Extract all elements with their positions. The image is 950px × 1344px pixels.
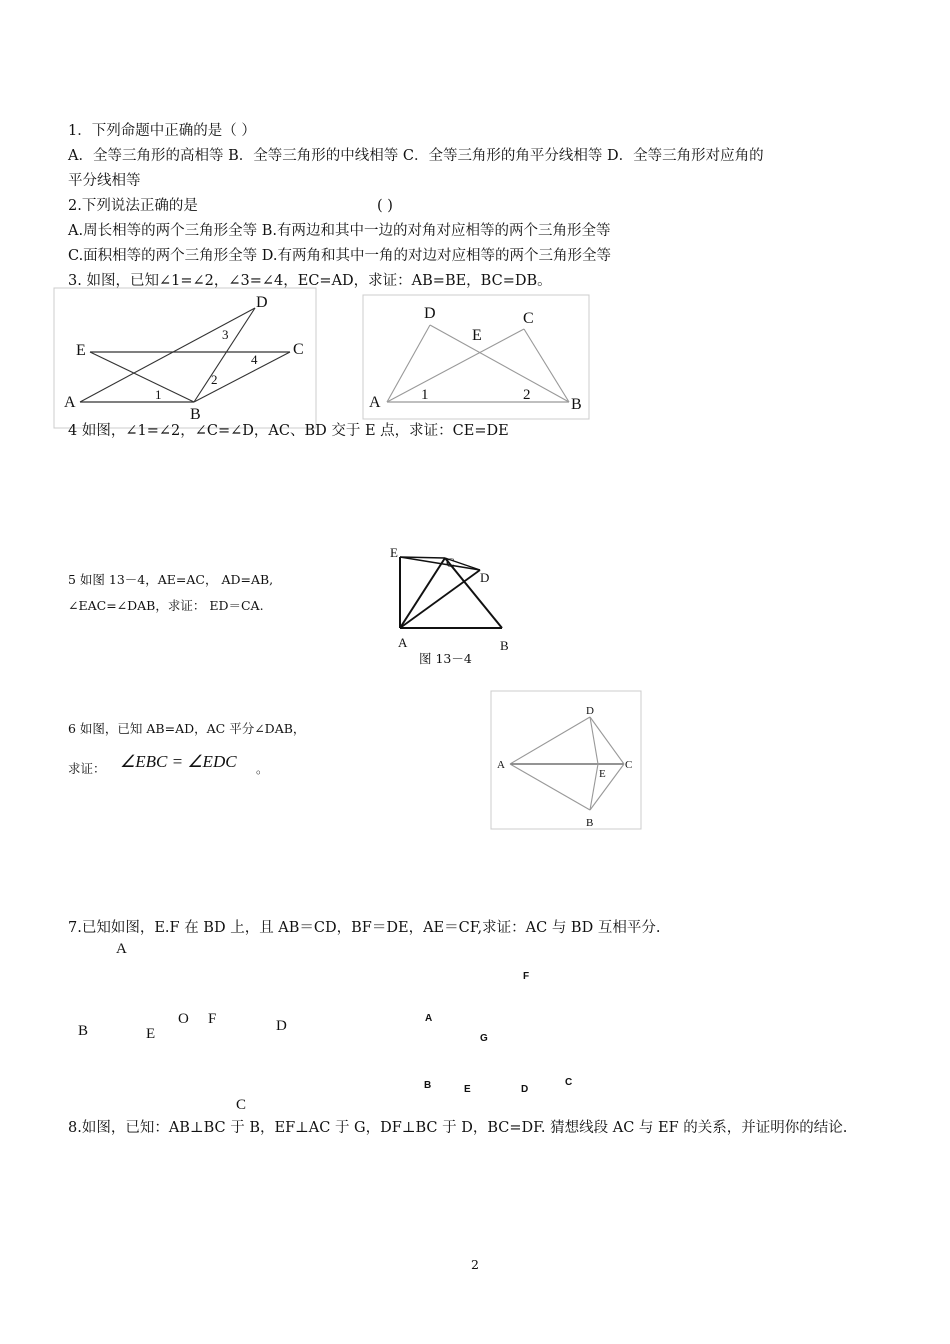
fig7-label: D [276, 1018, 287, 1034]
fig7-label: A [116, 941, 127, 957]
q2-options-line1: A.周长相等的两个三角形全等 B.有两边和其中一边的对角对应相等的两个三角形全等 [68, 223, 611, 239]
q6-line1: 6 如图，已知 AB=AD，AC 平分∠DAB， [68, 721, 306, 736]
q7-stem: 7.已知如图，E.F 在 BD 上，且 AB＝CD，BF＝DE，AE＝CF,求证：AC 与 BD 互相平分. [68, 920, 661, 936]
fig6-label: C [625, 759, 633, 771]
q8-stem: 8.如图，已知：AB⊥BC 于 B，EF⊥AC 于 G，DF⊥BC 于 D，BC=DF. 猜想线段 AC 与 EF 的关系，并证明你的结论. [68, 1120, 848, 1136]
q6-prove-label: 求证： [68, 761, 106, 776]
q5-line2: ∠EAC=∠DAB，求证： ED＝CA. [68, 598, 264, 613]
fig3a-label: 4 [251, 352, 258, 367]
fig7-label: C [236, 1097, 247, 1113]
fig5-label: E [390, 545, 398, 560]
page-number: 2 [471, 1257, 479, 1272]
fig6-label: D [586, 705, 594, 717]
fig8-label: A [425, 1013, 433, 1024]
fig8-label: B [424, 1080, 432, 1091]
fig8-label: D [521, 1084, 529, 1095]
fig7-label: F [208, 1011, 217, 1027]
fig3b-label: A [369, 394, 381, 411]
fig7-label: E [146, 1026, 156, 1042]
fig6-label: B [586, 817, 594, 829]
fig7-label: B [78, 1023, 89, 1039]
q1-stem: 1．下列命题中正确的是（ ） [68, 123, 256, 139]
fig6-label: E [599, 768, 606, 780]
q2-paren: ( ) [377, 198, 393, 214]
fig3a-label: E [76, 342, 86, 359]
fig3a-label: D [256, 294, 268, 311]
fig3a-label: 2 [211, 372, 218, 387]
fig3b-label: B [571, 396, 582, 413]
fig3b-label: 2 [523, 387, 531, 403]
fig3a-label: B [190, 406, 201, 423]
fig3b-label: C [523, 310, 534, 327]
fig7-label: O [178, 1011, 189, 1027]
q5-line1: 5 如图 13－4，AE=AC， AD=AB, [68, 572, 274, 587]
fig5-label: C [446, 555, 455, 570]
q1-options-line2: 平分线相等 [68, 173, 141, 189]
fig3b-label: 1 [421, 387, 429, 403]
q2-stem: 2.下列说法正确的是 [68, 198, 198, 214]
fig5-label: B [500, 638, 509, 653]
fig5-label: A [398, 635, 408, 650]
fig3a-label: 1 [155, 387, 162, 402]
q3-stem: 3. 如图，已知∠1=∠2，∠3=∠4，EC=AD，求证：AB=BE，BC=DB。 [68, 273, 552, 289]
fig8-label: C [565, 1077, 573, 1088]
fig3b-label: D [424, 305, 436, 322]
fig8-label: E [464, 1084, 471, 1095]
q6-tail: 。 [256, 761, 269, 776]
fig5-label: D [480, 570, 490, 585]
q1-options-line1: A．全等三角形的高相等 B．全等三角形的中线相等 C．全等三角形的角平分线相等 D．全等三角形对应角的 [68, 148, 764, 164]
q2-options-line2: C.面积相等的两个三角形全等 D.有两角和其中一角的对边对应相等的两个三角形全等 [68, 248, 612, 264]
fig3a-label: 3 [222, 327, 229, 342]
fig3b-label: E [472, 327, 482, 344]
fig8-label: F [523, 971, 530, 982]
fig3a-label: C [293, 341, 304, 358]
q6-formula: ∠EBC = ∠EDC [120, 752, 237, 771]
figure-caption: 图 13－4 [419, 651, 472, 666]
q4-stem: 4 如图，∠1=∠2，∠C=∠D，AC、BD 交于 E 点，求证：CE=DE [68, 423, 509, 439]
fig8-label: G [480, 1033, 488, 1044]
fig6-label: A [497, 759, 505, 771]
fig3a-label: A [64, 394, 76, 411]
